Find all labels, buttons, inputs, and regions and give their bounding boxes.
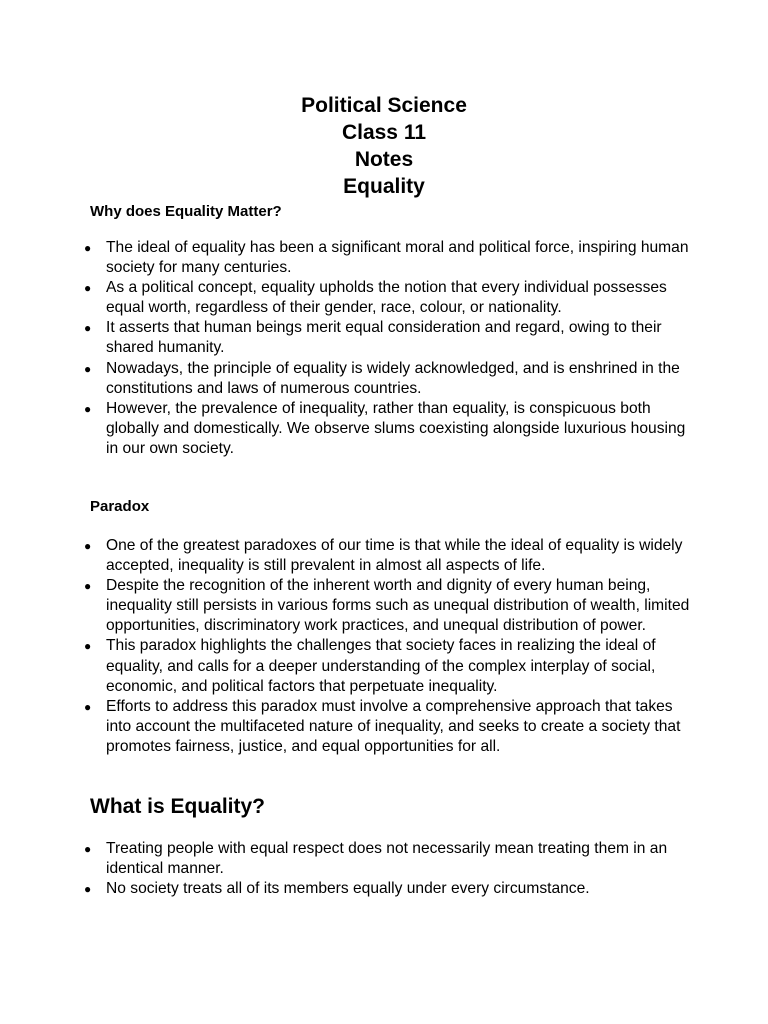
bullet-icon: ●: [84, 842, 92, 856]
list-what-is-equality: [0, 839, 700, 899]
list-item: [0, 359, 700, 399]
heading-why-equality-matters: Why does Equality Matter?: [90, 203, 282, 220]
heading-what-is-equality: What is Equality?: [90, 795, 266, 818]
list-item-text: It asserts that human beings merit equal consideration and regard, owing to their shared humanity.: [106, 319, 662, 357]
list-item-text: One of the greatest paradoxes of our time is that while the ideal of equality is widely accepted, inequality is still prevalent in almost all aspects of life.: [106, 537, 683, 575]
list-item-text: The ideal of equality has been a significant moral and political force, inspiring human society for many centuries.: [106, 239, 689, 277]
list-item: [0, 278, 700, 318]
list-item-text: Nowadays, the principle of equality is widely acknowledged, and is enshrined in the constitutions and laws of numerous countries.: [106, 359, 680, 397]
list-item: [0, 839, 700, 879]
title-notes: Notes: [354, 148, 414, 171]
list-item: [0, 576, 700, 636]
list-item: [0, 636, 700, 696]
bullet-icon: ●: [84, 882, 92, 897]
list-item-text: Despite the recognition of the inherent worth and dignity of every human being, inequality still persists in various forms such as unequal distribution of wealth, limited opportunities, discriminatory work practices, and unequal distribution of power.: [106, 577, 690, 635]
list-item-text: However, the prevalence of inequality, rather than equality, is conspicuous both globally and domestically. We observe slums coexisting alongside luxurious housing in our own society.: [106, 399, 686, 457]
document-title: [0, 92, 768, 200]
list-item-text: Treating people with equal respect does not necessarily mean treating them in an identical manner.: [106, 840, 668, 878]
bullet-icon: ●: [84, 699, 92, 714]
list-item: [0, 879, 700, 899]
bullet-icon: ●: [84, 361, 92, 376]
list-item: [0, 318, 700, 358]
list-item: [0, 697, 700, 757]
list-item-text: As a political concept, equality upholds the notion that every individual possesses equal worth, regardless of their gender, race, colour, or nationality.: [106, 279, 667, 317]
list-item-text: This paradox highlights the challenges that society faces in realizing the ideal of equality, and calls for a deeper understanding of the complex interplay of social, economic, and political factors that perpetuate inequality.: [106, 637, 656, 695]
title-class: Class 11: [341, 121, 427, 144]
list-item: [0, 536, 700, 576]
list-item-text: Efforts to address this paradox must involve a comprehensive approach that takes into account the multifaceted nature of inequality, and seeks to create a society that promotes fairness, justice, and equal opportunities for all.: [106, 697, 681, 755]
bullet-icon: ●: [84, 579, 92, 594]
list-item: [0, 399, 700, 459]
heading-paradox: Paradox: [90, 498, 150, 515]
bullet-icon: ●: [84, 281, 92, 296]
bullet-icon: ●: [84, 639, 92, 654]
list-item-text: No society treats all of its members equally under every circumstance.: [106, 880, 590, 898]
bullet-icon: ●: [84, 321, 92, 336]
title-subject: Political Science: [301, 94, 467, 117]
bullet-icon: ●: [84, 539, 92, 553]
list-why-equality-matters: [0, 238, 700, 459]
title-topic: Equality: [343, 175, 425, 198]
bullet-icon: ●: [84, 241, 92, 255]
list-item: [0, 238, 700, 278]
bullet-icon: ●: [84, 401, 92, 416]
list-paradox: [0, 536, 700, 757]
